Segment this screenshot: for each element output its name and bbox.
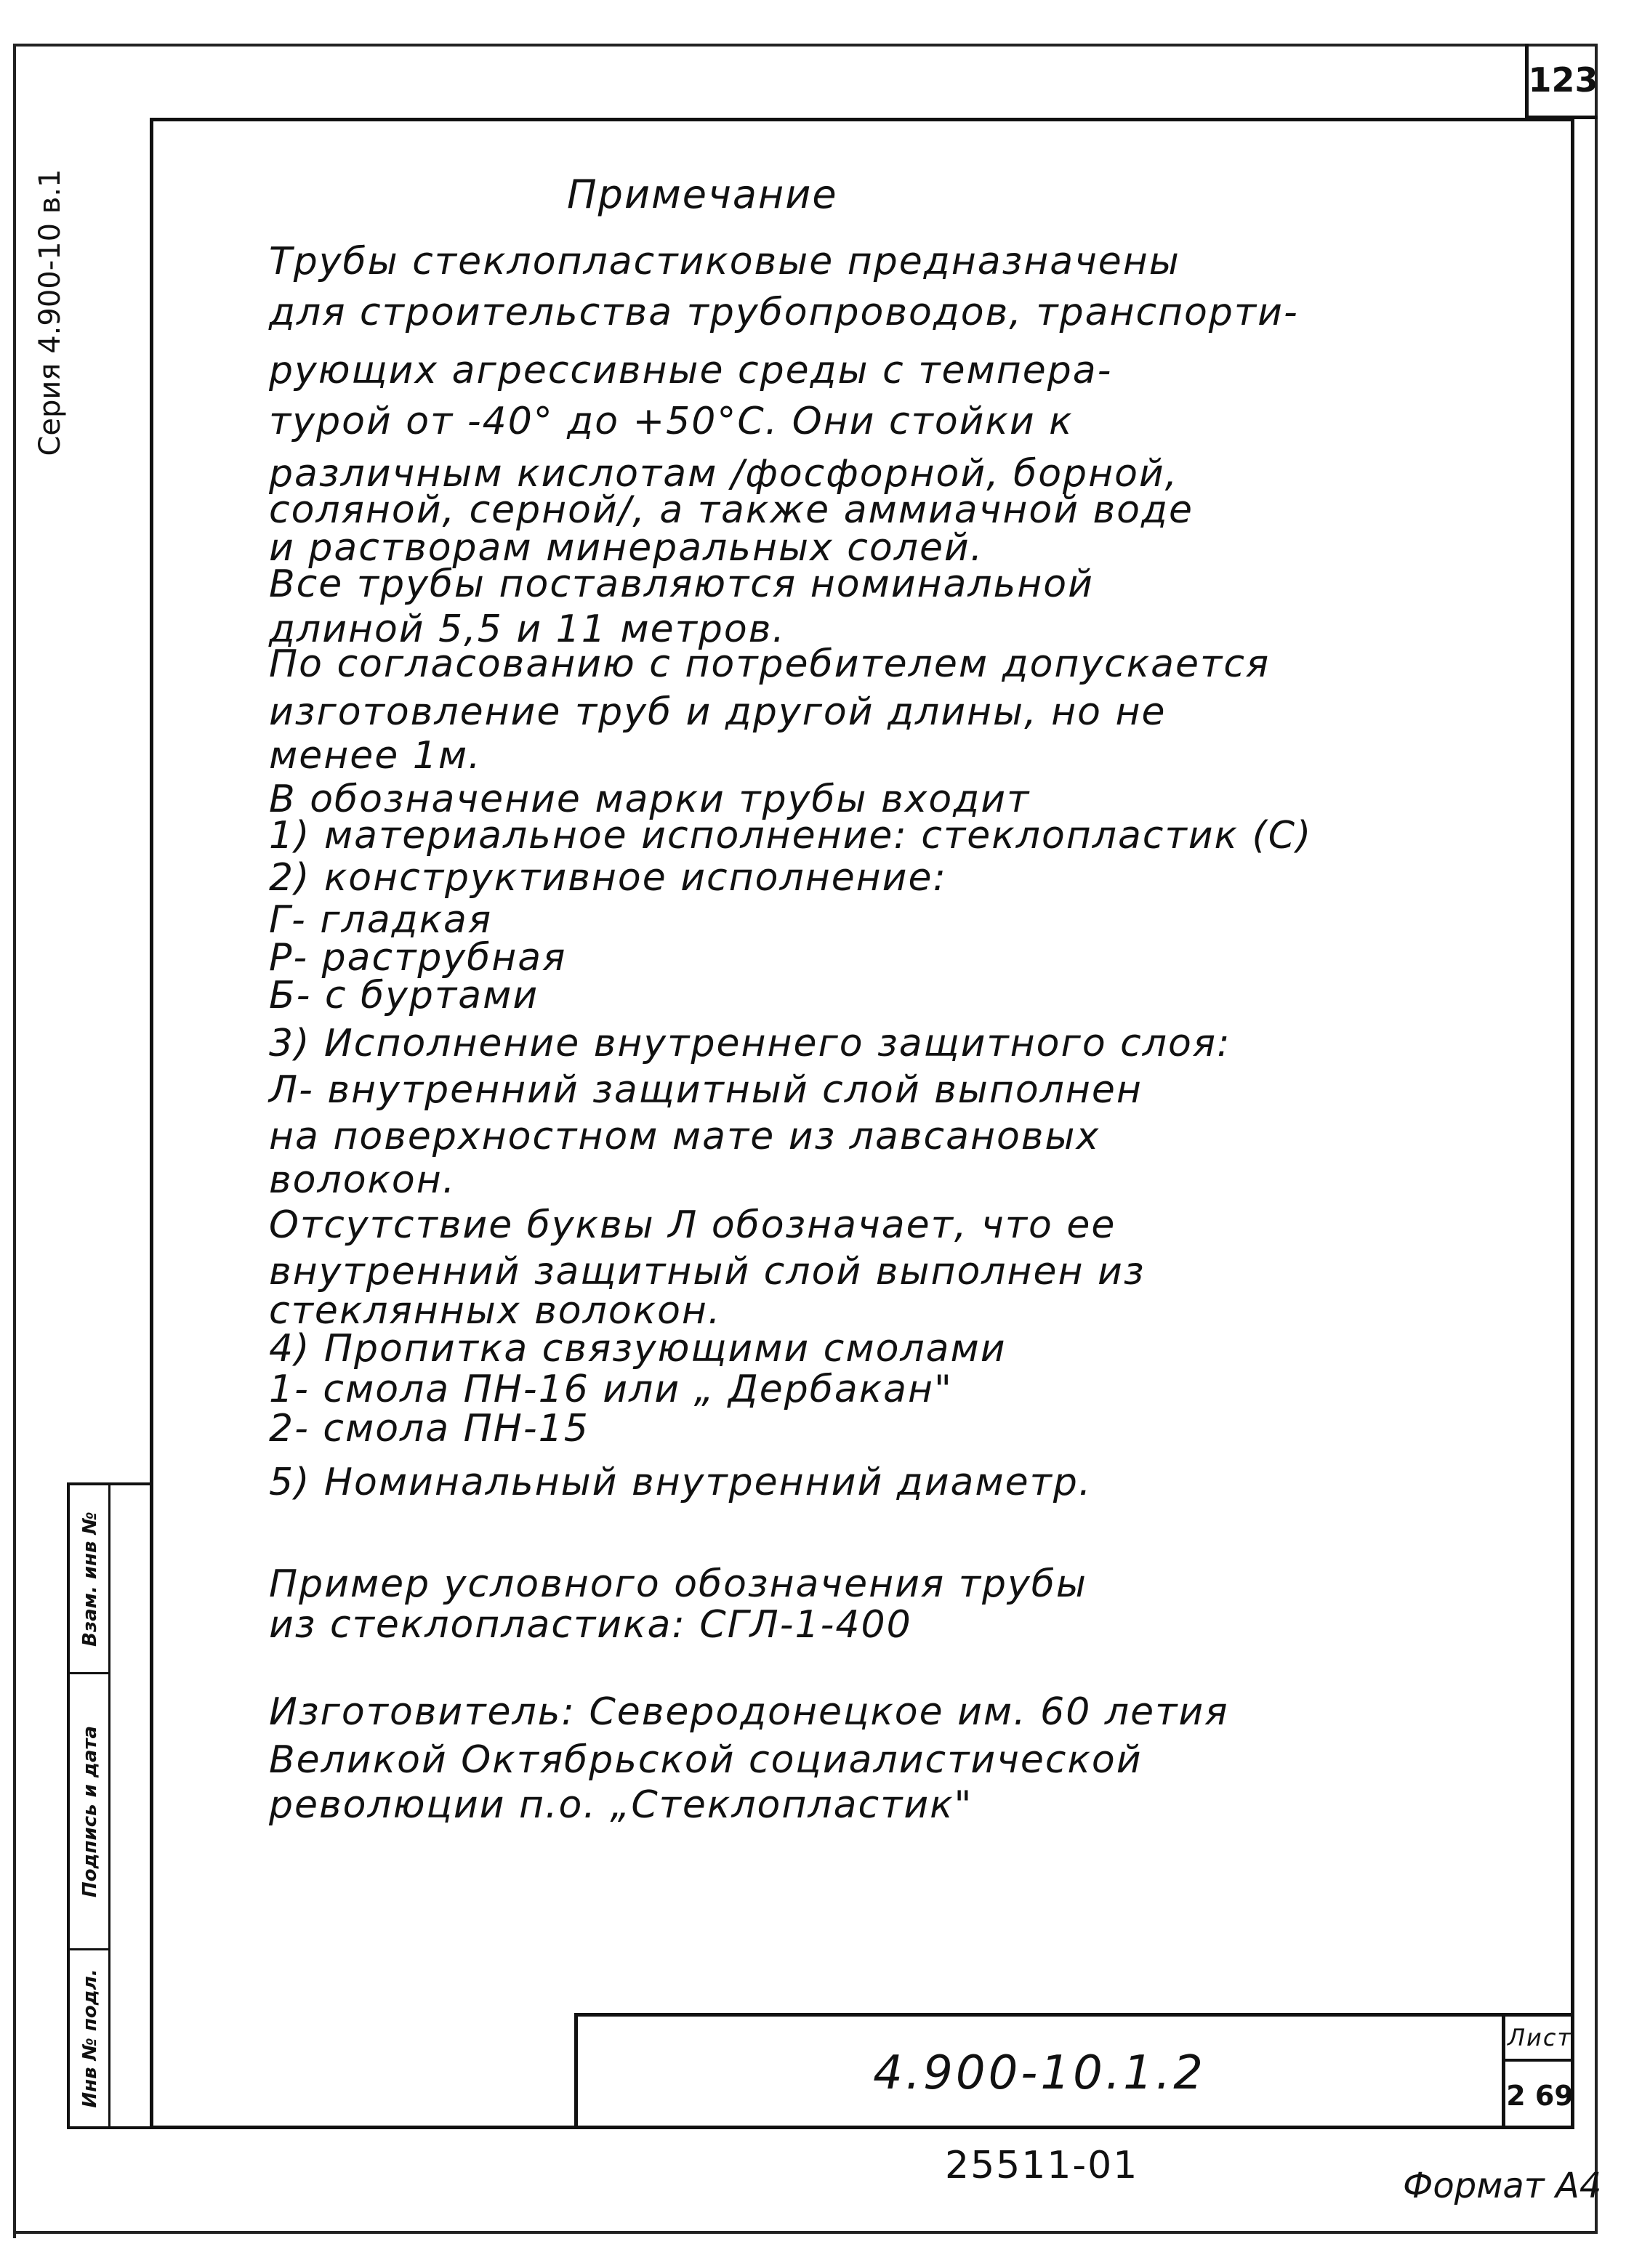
note-line: 4) Пропитка связующими смолами [269, 1327, 1007, 1371]
note-line: Все трубы поставляются номинальной [269, 562, 1094, 606]
series-label-text: Серия 4.900-10 в.1 [33, 169, 67, 456]
stamp-column [67, 1482, 150, 2129]
note-line: Великой Октябрьской социалистической [269, 1738, 1143, 1782]
stamp-cell-replacement [70, 1485, 110, 1674]
sheet-edge-bottom [13, 2231, 1598, 2234]
note-line: революции п.о. „Стеклопластик" [269, 1783, 973, 1827]
sheet-number: 2 69 [1506, 2079, 1574, 2112]
note-line: различным кислотам /фосфорной, борной, [269, 452, 1179, 496]
note-line: Л- внутренний защитный слой выполнен [269, 1068, 1143, 1112]
stamp-cell-original [70, 1950, 110, 2126]
note-line: Г- гладкая [269, 898, 493, 942]
note-line: 5) Номинальный внутренний диаметр. [269, 1461, 1092, 1504]
note-line: длиной 5,5 и 11 метров. [269, 608, 786, 651]
series-label [10, 109, 90, 516]
note-line: 1) материальное исполнение: стеклопластик (С) [269, 814, 1313, 857]
note-line: Пример условного обозначения трубы [269, 1562, 1087, 1606]
note-line: внутренний защитный слой выполнен из [269, 1250, 1146, 1294]
note-line: В обозначение марки трубы входит [269, 778, 1031, 821]
stamp-cell-replacement-label: Взам. инв № [79, 1511, 101, 1647]
footer-code: 25511-01 [945, 2144, 1139, 2187]
sheet-column [1502, 2017, 1574, 2129]
note-heading: Примечание [567, 171, 838, 217]
note-line: 1- смола ПН-16 или „ Дербакан" [269, 1368, 953, 1411]
sheet-label: Лист [1505, 2017, 1574, 2062]
note-line: и растворам минеральных солей. [269, 526, 984, 570]
note-line: Б- с буртами [269, 974, 539, 1017]
stamp-cells [70, 1485, 110, 2126]
note-line: для строительства трубопроводов, транспорти- [269, 291, 1299, 334]
stamp-cell-signature-label: Подпись и дата [79, 1725, 101, 1897]
footer-format: Формат А4 [1403, 2166, 1602, 2206]
note-line: 3) Исполнение внутреннего защитного слоя: [269, 1022, 1231, 1065]
note-line: соляной, серной/, а также аммиачной воде [269, 488, 1194, 532]
page-number: 123 [1525, 44, 1598, 119]
note-line: турой от -40° до +50°С. Они стойки к [269, 400, 1074, 443]
note-line: изготовление труб и другой длины, но не [269, 690, 1167, 734]
note-line: из стеклопластика: СГЛ-1-400 [269, 1603, 912, 1647]
note-line: на поверхностном мате из лавсановых [269, 1115, 1100, 1158]
note-line: 2- смола ПН-15 [269, 1407, 589, 1450]
note-line: По согласованию с потребителем допускается [269, 642, 1271, 686]
sheet-edge-top [13, 44, 1598, 47]
note-line: Р- раструбная [269, 936, 567, 980]
note-line: Отсутствие буквы Л обозначает, что ее [269, 1203, 1116, 1247]
note-line: рующих агрессивные среды с темпера- [269, 349, 1113, 392]
note-line: менее 1м. [269, 734, 482, 778]
note-line: 2) конструктивное исполнение: [269, 856, 947, 900]
sheet-edge-right [1595, 44, 1598, 2231]
note-line: Изготовитель: Северодонецкое им. 60 летия [269, 1690, 1229, 1734]
stamp-cell-original-label: Инв № подл. [79, 1969, 101, 2108]
note-line: Трубы стеклопластиковые предназначены [269, 240, 1180, 283]
document-code: 4.900-10.1.2 [873, 2046, 1206, 2100]
note-line: стеклянных волокон. [269, 1289, 722, 1333]
stamp-cell-signature [70, 1674, 110, 1950]
note-line: волокон. [269, 1158, 456, 1202]
title-block [574, 2013, 1574, 2129]
